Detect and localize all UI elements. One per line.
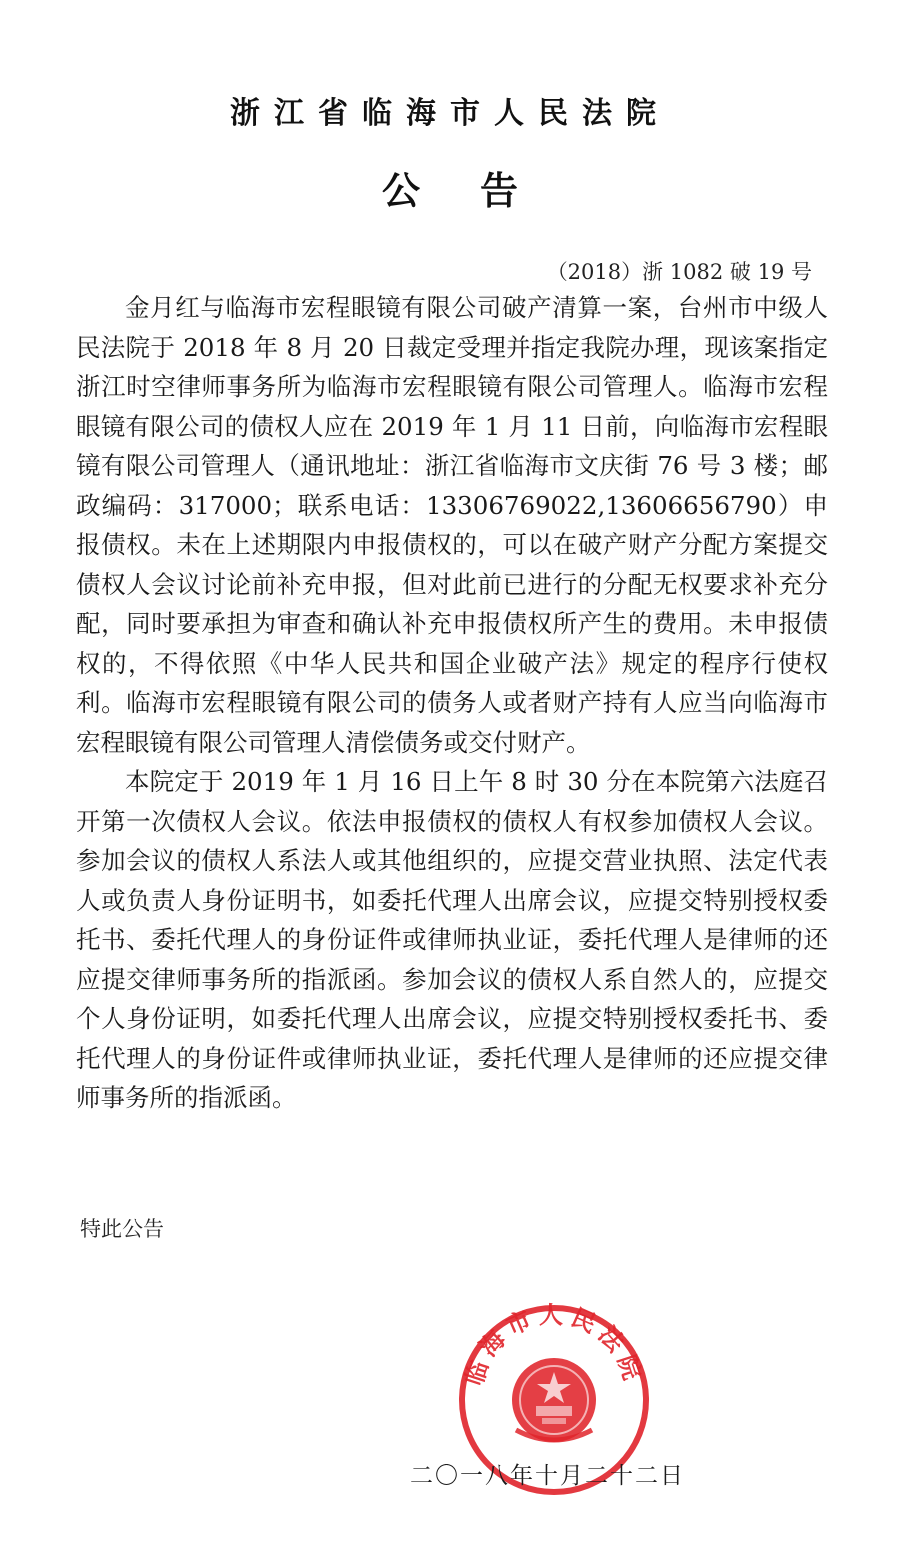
seal-text: 临海市人民法院 xyxy=(460,1301,648,1389)
closing-phrase: 特此公告 xyxy=(80,1217,164,1241)
announcement-date: 二〇一八年十月二十二日 xyxy=(410,1463,685,1489)
announcement-body xyxy=(76,288,828,1118)
body-paragraph-1: 金月红与临海市宏程眼镜有限公司破产清算一案，台州市中级人民法院于 2018 年 8 月 20 日裁定受理并指定我院办理，现该案指定浙江时空律师事务所为临海市宏程眼镜有限公司管理人。临海市宏程眼镜有限公司的债权人应在 2019 年 1 月 11 日前，向临海市宏程眼镜有限公司管理人（通讯地址：浙江省临海市文庆街 76 号 3 楼；邮政编码：317000；联系电话：13306769022,13606656790）申报债权。未在上述期限内申报债权的，可以在破产财产分配方案提交债权人会议讨论前补充申报，但对此前已进行的分配无权要求补充分配，同时要承担为审查和确认补充申报债权所产生的费用。未申报债权的，不得依照《中华人民共和国企业破产法》规定的程序行使权利。临海市宏程眼镜有限公司的债务人或者财产持有人应当向临海市宏程眼镜有限公司管理人清偿债务或交付财产。 xyxy=(76,293,828,757)
case-number: （2018）浙 1082 破 19 号 xyxy=(546,260,812,284)
body-paragraph-2: 本院定于 2019 年 1 月 16 日上午 8 时 30 分在本院第六法庭召开第一次债权人会议。依法申报债权的债权人有权参加债权人会议。参加会议的债权人系法人或其他组织的，应提交营业执照、法定代表人或负责人身份证明书，如委托代理人出席会议，应提交特别授权委托书、委托代理人的身份证件或律师执业证，委托代理人是律师的还应提交律师事务所的指派函。参加会议的债权人系自然人的，应提交个人身份证明，如委托代理人出席会议，应提交特别授权委托书、委托代理人的身份证件或律师执业证，委托代理人是律师的还应提交律师事务所的指派函。 xyxy=(76,767,828,1112)
court-name: 浙江省临海市人民法院 xyxy=(230,96,670,131)
document-title: 公告 xyxy=(381,169,578,213)
